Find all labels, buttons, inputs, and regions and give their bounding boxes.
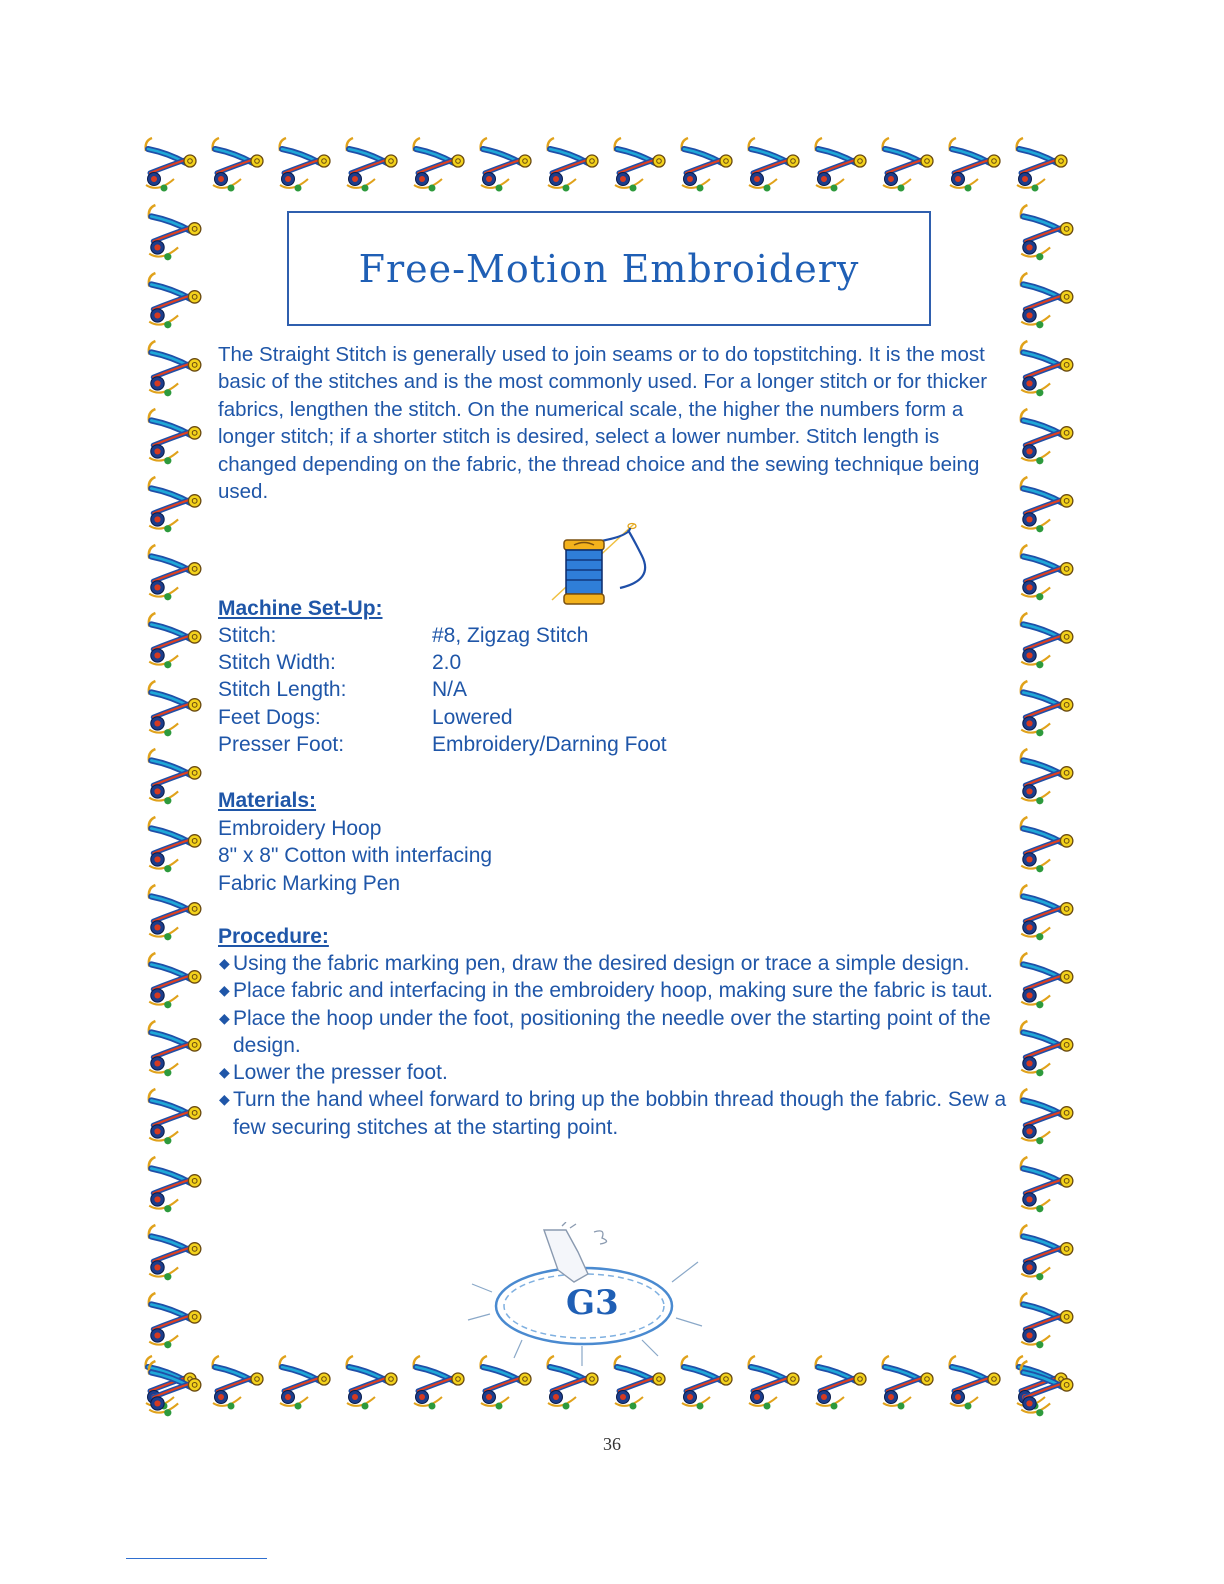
list-item [218, 1086, 1008, 1141]
scissors-thread-icon [143, 950, 205, 1014]
scissors-thread-icon [143, 1018, 205, 1082]
scissors-thread-icon [743, 1352, 803, 1416]
step-text: Place fabric and interfacing in the embroidery hoop, making sure the fabric is taut. [233, 979, 993, 1003]
scissors-thread-icon [1015, 406, 1077, 470]
thread-spool-icon [534, 518, 652, 614]
scissors-thread-icon [274, 1352, 334, 1416]
scissors-thread-icon [274, 134, 334, 198]
scissors-thread-icon [143, 610, 205, 674]
scissors-thread-icon [143, 746, 205, 810]
table-row [218, 622, 667, 649]
scissors-thread-icon [1015, 950, 1077, 1014]
table-row [218, 677, 667, 704]
materials-list [218, 815, 492, 897]
scissors-thread-icon [877, 134, 937, 198]
scissors-thread-icon [1015, 678, 1077, 742]
table-row [218, 649, 667, 676]
scissors-thread-icon [143, 1222, 205, 1286]
title-frame [287, 211, 931, 326]
list-item: 8" x 8" Cotton with interfacing [218, 844, 493, 868]
scissors-thread-icon [143, 542, 205, 606]
scissors-thread-icon [1015, 1018, 1077, 1082]
scissors-thread-icon [944, 1352, 1004, 1416]
scissors-thread-icon [207, 134, 267, 198]
scissors-thread-icon [1015, 202, 1077, 266]
page-number: 36 [603, 1434, 621, 1454]
scissors-thread-icon [143, 678, 205, 742]
list-item: Embroidery Hoop [218, 817, 382, 840]
machine-setup-table [218, 622, 667, 758]
scissors-thread-icon [140, 134, 200, 198]
scissors-thread-icon [1015, 270, 1077, 334]
bullet-icon: ◆ [219, 1064, 230, 1081]
scissors-thread-icon [609, 134, 669, 198]
scissors-thread-icon [207, 1352, 267, 1416]
machine-setup-heading: Machine Set-Up: [218, 597, 383, 620]
scissors-thread-icon [1015, 1290, 1077, 1354]
setup-value: 2.0 [432, 650, 462, 674]
footer-divider [126, 1558, 267, 1559]
scissors-thread-icon [1015, 882, 1077, 946]
scissors-thread-icon [810, 134, 870, 198]
scissors-thread-icon [341, 1352, 401, 1416]
setup-value: Lowered [432, 705, 513, 729]
scissors-thread-icon [1015, 1086, 1077, 1150]
border-left [143, 202, 205, 1422]
scissors-thread-icon [542, 134, 602, 198]
scissors-thread-icon [408, 134, 468, 198]
list-item [218, 1005, 1008, 1060]
bullet-icon: ◆ [219, 1009, 230, 1026]
scissors-thread-icon [1015, 814, 1077, 878]
intro-paragraph: The Straight Stitch is generally used to join seams or to do topstitching. It is the most basic of the stitches and is the most commonly used. For a longer stitch or for thicker fabrics, lengthen the stitch. On the numerical scale, the higher the numbers form a longer stitch; if a shorter stitch is desired, select a lower number. Stitch length is changed depending on the fabric, the thread choice and the sewing technique being used. [218, 343, 988, 504]
scissors-thread-icon [475, 134, 535, 198]
step-text: Using the fabric marking pen, draw the desired design or trace a simple design. [233, 952, 970, 975]
scissors-thread-icon [143, 338, 205, 402]
scissors-thread-icon [143, 1290, 205, 1354]
step-text: Place the hoop under the foot, positioning the needle over the starting point of the design. [233, 1006, 991, 1057]
scissors-thread-icon [408, 1352, 468, 1416]
setup-label: Feet Dogs: [218, 705, 321, 729]
step-text: Lower the presser foot. [233, 1061, 448, 1085]
page-title: Free-Motion Embroidery [358, 246, 860, 291]
scissors-thread-icon [1015, 1154, 1077, 1218]
scissors-thread-icon [1015, 610, 1077, 674]
setup-label: Presser Foot: [218, 732, 345, 756]
scissors-thread-icon [743, 134, 803, 198]
scissors-thread-icon [143, 1358, 205, 1422]
bullet-icon: ◆ [219, 982, 230, 999]
scissors-thread-icon [944, 134, 1004, 198]
setup-label: Stitch Length: [218, 678, 347, 702]
embroidery-hoop-icon [462, 1222, 712, 1372]
list-item [218, 977, 1008, 1004]
border-top [140, 134, 1071, 198]
scissors-thread-icon [143, 1154, 205, 1218]
bullet-icon: ◆ [219, 1091, 230, 1108]
setup-label: Stitch: [218, 623, 277, 647]
scissors-thread-icon [1015, 338, 1077, 402]
scissors-thread-icon [143, 1086, 205, 1150]
scissors-thread-icon [143, 270, 205, 334]
scissors-thread-icon [1015, 1358, 1077, 1422]
scissors-thread-icon [1015, 474, 1077, 538]
materials-heading: Materials: [218, 789, 317, 812]
scissors-thread-icon [143, 202, 205, 266]
list-item [218, 950, 1008, 977]
table-row [218, 704, 667, 731]
setup-value: N/A [432, 678, 468, 702]
scissors-thread-icon [143, 882, 205, 946]
scissors-thread-icon [1015, 542, 1077, 606]
setup-value: #8, Zigzag Stitch [432, 623, 589, 647]
scissors-thread-icon [143, 474, 205, 538]
scissors-thread-icon [877, 1352, 937, 1416]
list-item [218, 1059, 1008, 1086]
procedure-heading: Procedure: [218, 925, 329, 948]
step-text: Turn the hand wheel forward to bring up the bobbin thread though the fabric. Sew a few securing stitches at the starting point. [233, 1088, 1007, 1139]
scissors-thread-icon [676, 134, 736, 198]
table-row [218, 731, 667, 758]
list-item: Fabric Marking Pen [218, 871, 401, 895]
scissors-thread-icon [1015, 746, 1077, 810]
scissors-thread-icon [1011, 134, 1071, 198]
scissors-thread-icon [810, 1352, 870, 1416]
scissors-thread-icon [341, 134, 401, 198]
scissors-thread-icon [1015, 1222, 1077, 1286]
bullet-icon: ◆ [219, 955, 230, 971]
setup-label: Stitch Width: [218, 650, 336, 674]
scissors-thread-icon [143, 814, 205, 878]
scissors-thread-icon [143, 406, 205, 470]
setup-value: Embroidery/Darning Foot [432, 732, 667, 756]
border-right [1015, 202, 1077, 1422]
svg-text:G3: G3 [566, 1283, 619, 1323]
procedure-list [218, 950, 1008, 1141]
